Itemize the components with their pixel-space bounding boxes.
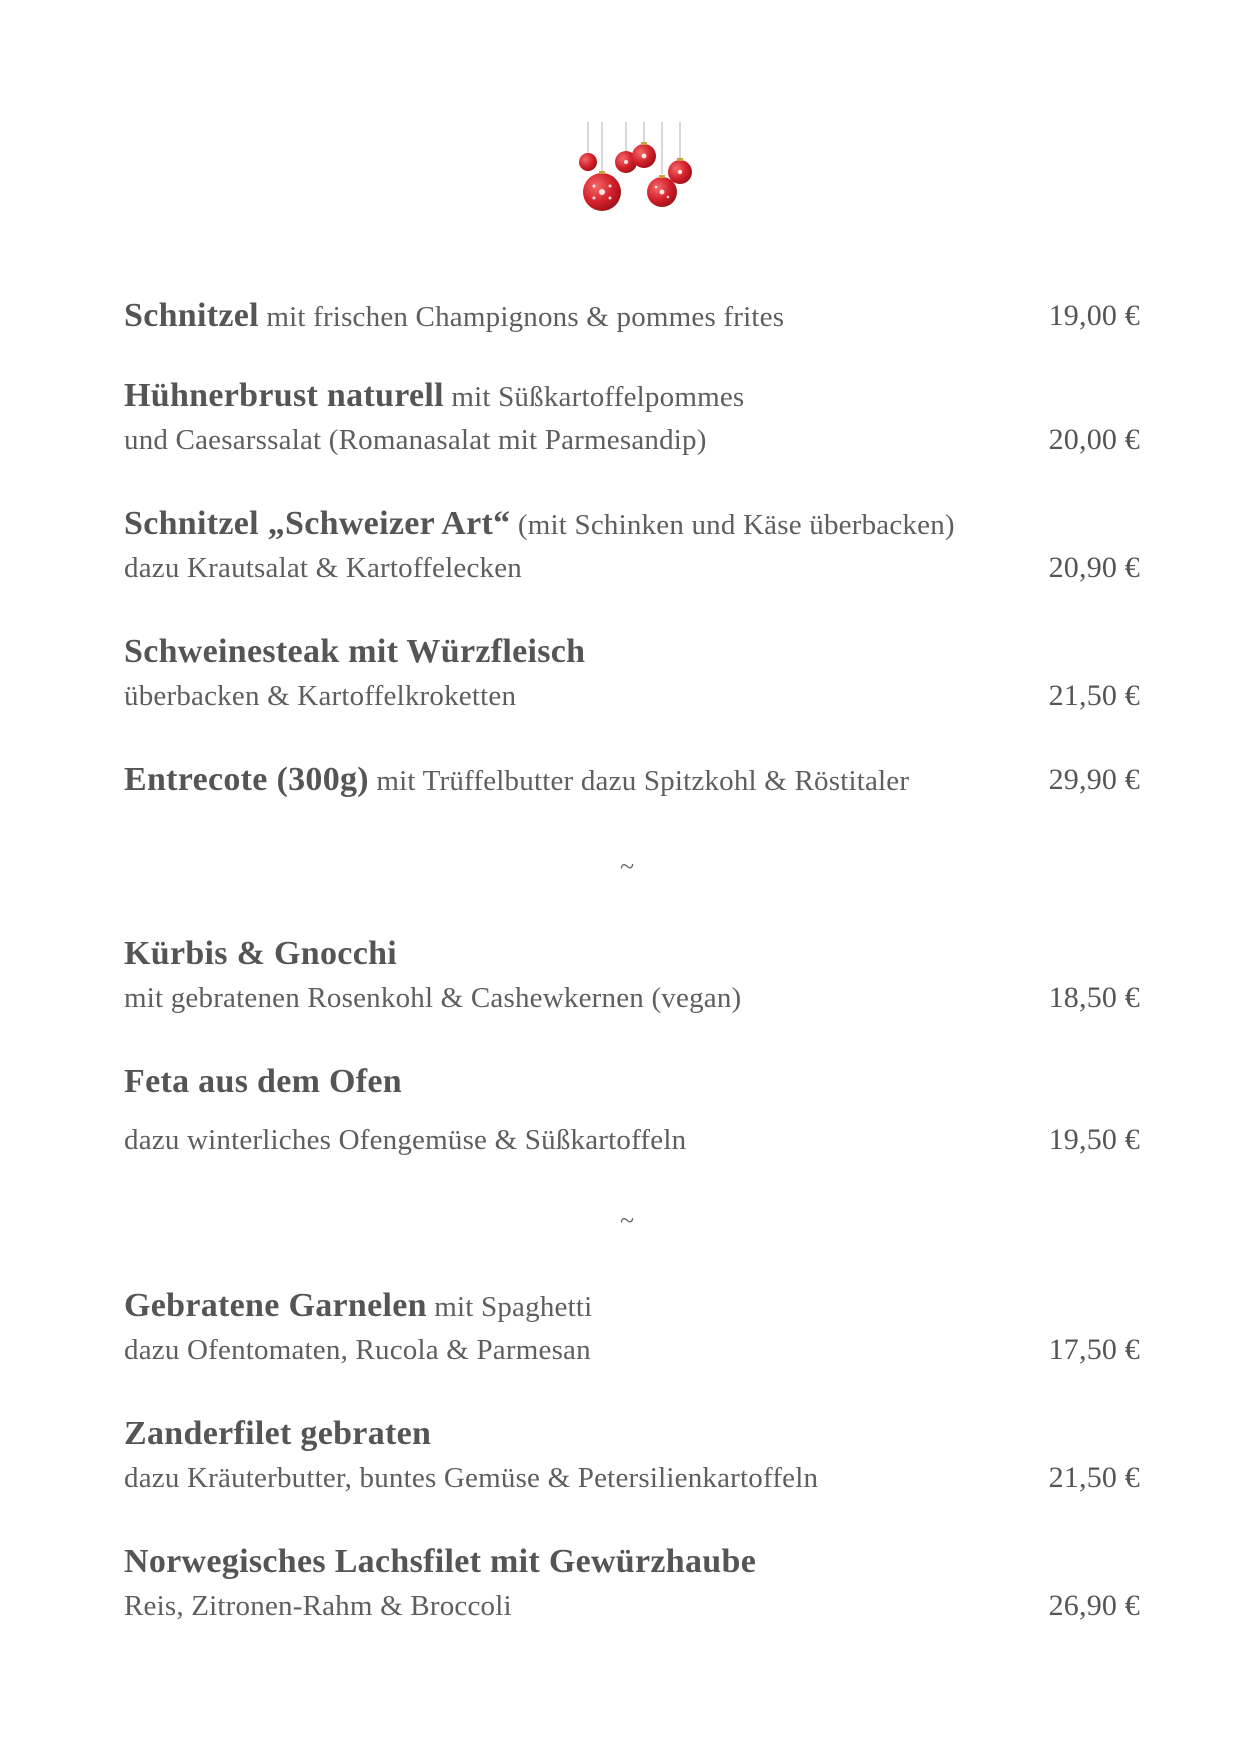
item-description: mit Trüffelbutter dazu Spitzkohl & Röstitaler	[368, 765, 910, 797]
item-description: und Caesarssalat (Romanasalat mit Parmesandip)	[124, 424, 707, 456]
item-line	[124, 294, 1140, 338]
menu-item	[124, 630, 1140, 718]
item-description: (mit Schinken und Käse überbacken)	[510, 509, 955, 541]
item-name: Hühnerbrust naturell	[124, 377, 444, 414]
item-name: Schweinesteak mit Würzfleisch	[124, 633, 586, 670]
item-line	[124, 1456, 1140, 1500]
item-description: dazu winterliches Ofengemüse & Süßkartoffeln	[124, 1124, 687, 1156]
item-description: mit frischen Champignons & pommes frites	[258, 301, 785, 333]
item-description: dazu Kräuterbutter, buntes Gemüse & Petersilienkartoffeln	[124, 1462, 819, 1494]
item-description: mit Süßkartoffelpommes	[443, 381, 745, 413]
item-name: Zanderfilet gebraten	[124, 1415, 432, 1452]
item-description: überbacken & Kartoffelkroketten	[124, 680, 517, 712]
item-line	[124, 1284, 1140, 1328]
menu-item	[124, 758, 1140, 802]
item-line	[124, 374, 1140, 418]
item-price: 18,50 €	[1048, 981, 1140, 1014]
item-line	[124, 932, 1140, 976]
item-line	[124, 758, 1140, 802]
item-name: Feta aus dem Ofen	[124, 1063, 403, 1100]
menu-item	[124, 932, 1140, 1020]
christmas-baubles-icon	[574, 122, 704, 222]
item-line	[124, 1118, 1140, 1162]
item-line	[124, 1540, 1140, 1584]
item-line	[124, 976, 1140, 1020]
item-line	[124, 630, 1140, 674]
item-name: Gebratene Garnelen	[124, 1287, 427, 1324]
item-price: 17,50 €	[1048, 1333, 1140, 1366]
item-price: 19,00 €	[1048, 299, 1140, 332]
item-name: Norwegisches Lachsfilet mit Gewürzhaube	[124, 1543, 757, 1580]
menu-item	[124, 1412, 1140, 1500]
menu-item	[124, 374, 1140, 462]
item-price: 20,00 €	[1048, 423, 1140, 456]
section-separator: ~	[620, 1206, 635, 1235]
item-price: 19,50 €	[1048, 1123, 1140, 1156]
item-line	[124, 502, 1140, 546]
item-description: Reis, Zitronen-Rahm & Broccoli	[124, 1590, 512, 1622]
item-price: 20,90 €	[1048, 551, 1140, 584]
item-price: 26,90 €	[1048, 1589, 1140, 1622]
item-line	[124, 546, 1140, 590]
item-price: 29,90 €	[1048, 763, 1140, 796]
item-description: dazu Ofentomaten, Rucola & Parmesan	[124, 1334, 591, 1366]
item-name: Entrecote (300g)	[124, 761, 369, 798]
item-price: 21,50 €	[1048, 1461, 1140, 1494]
menu-item	[124, 294, 1140, 338]
item-line	[124, 1584, 1140, 1628]
menu-item	[124, 1060, 1140, 1162]
menu-item	[124, 1540, 1140, 1628]
item-description: mit Spaghetti	[426, 1291, 593, 1323]
item-name: Schnitzel „Schweizer Art“	[124, 505, 511, 542]
item-description: mit gebratenen Rosenkohl & Cashewkernen (vegan)	[124, 982, 742, 1014]
item-price: 21,50 €	[1048, 679, 1140, 712]
item-name: Kürbis & Gnocchi	[124, 935, 398, 972]
item-line	[124, 1060, 1140, 1104]
section-separator: ~	[620, 852, 635, 881]
item-line	[124, 674, 1140, 718]
menu-item	[124, 502, 1140, 590]
item-line	[124, 1328, 1140, 1372]
item-line	[124, 1412, 1140, 1456]
item-name: Schnitzel	[124, 297, 259, 334]
item-line	[124, 418, 1140, 462]
menu-item	[124, 1284, 1140, 1372]
item-description: dazu Krautsalat & Kartoffelecken	[124, 552, 522, 584]
